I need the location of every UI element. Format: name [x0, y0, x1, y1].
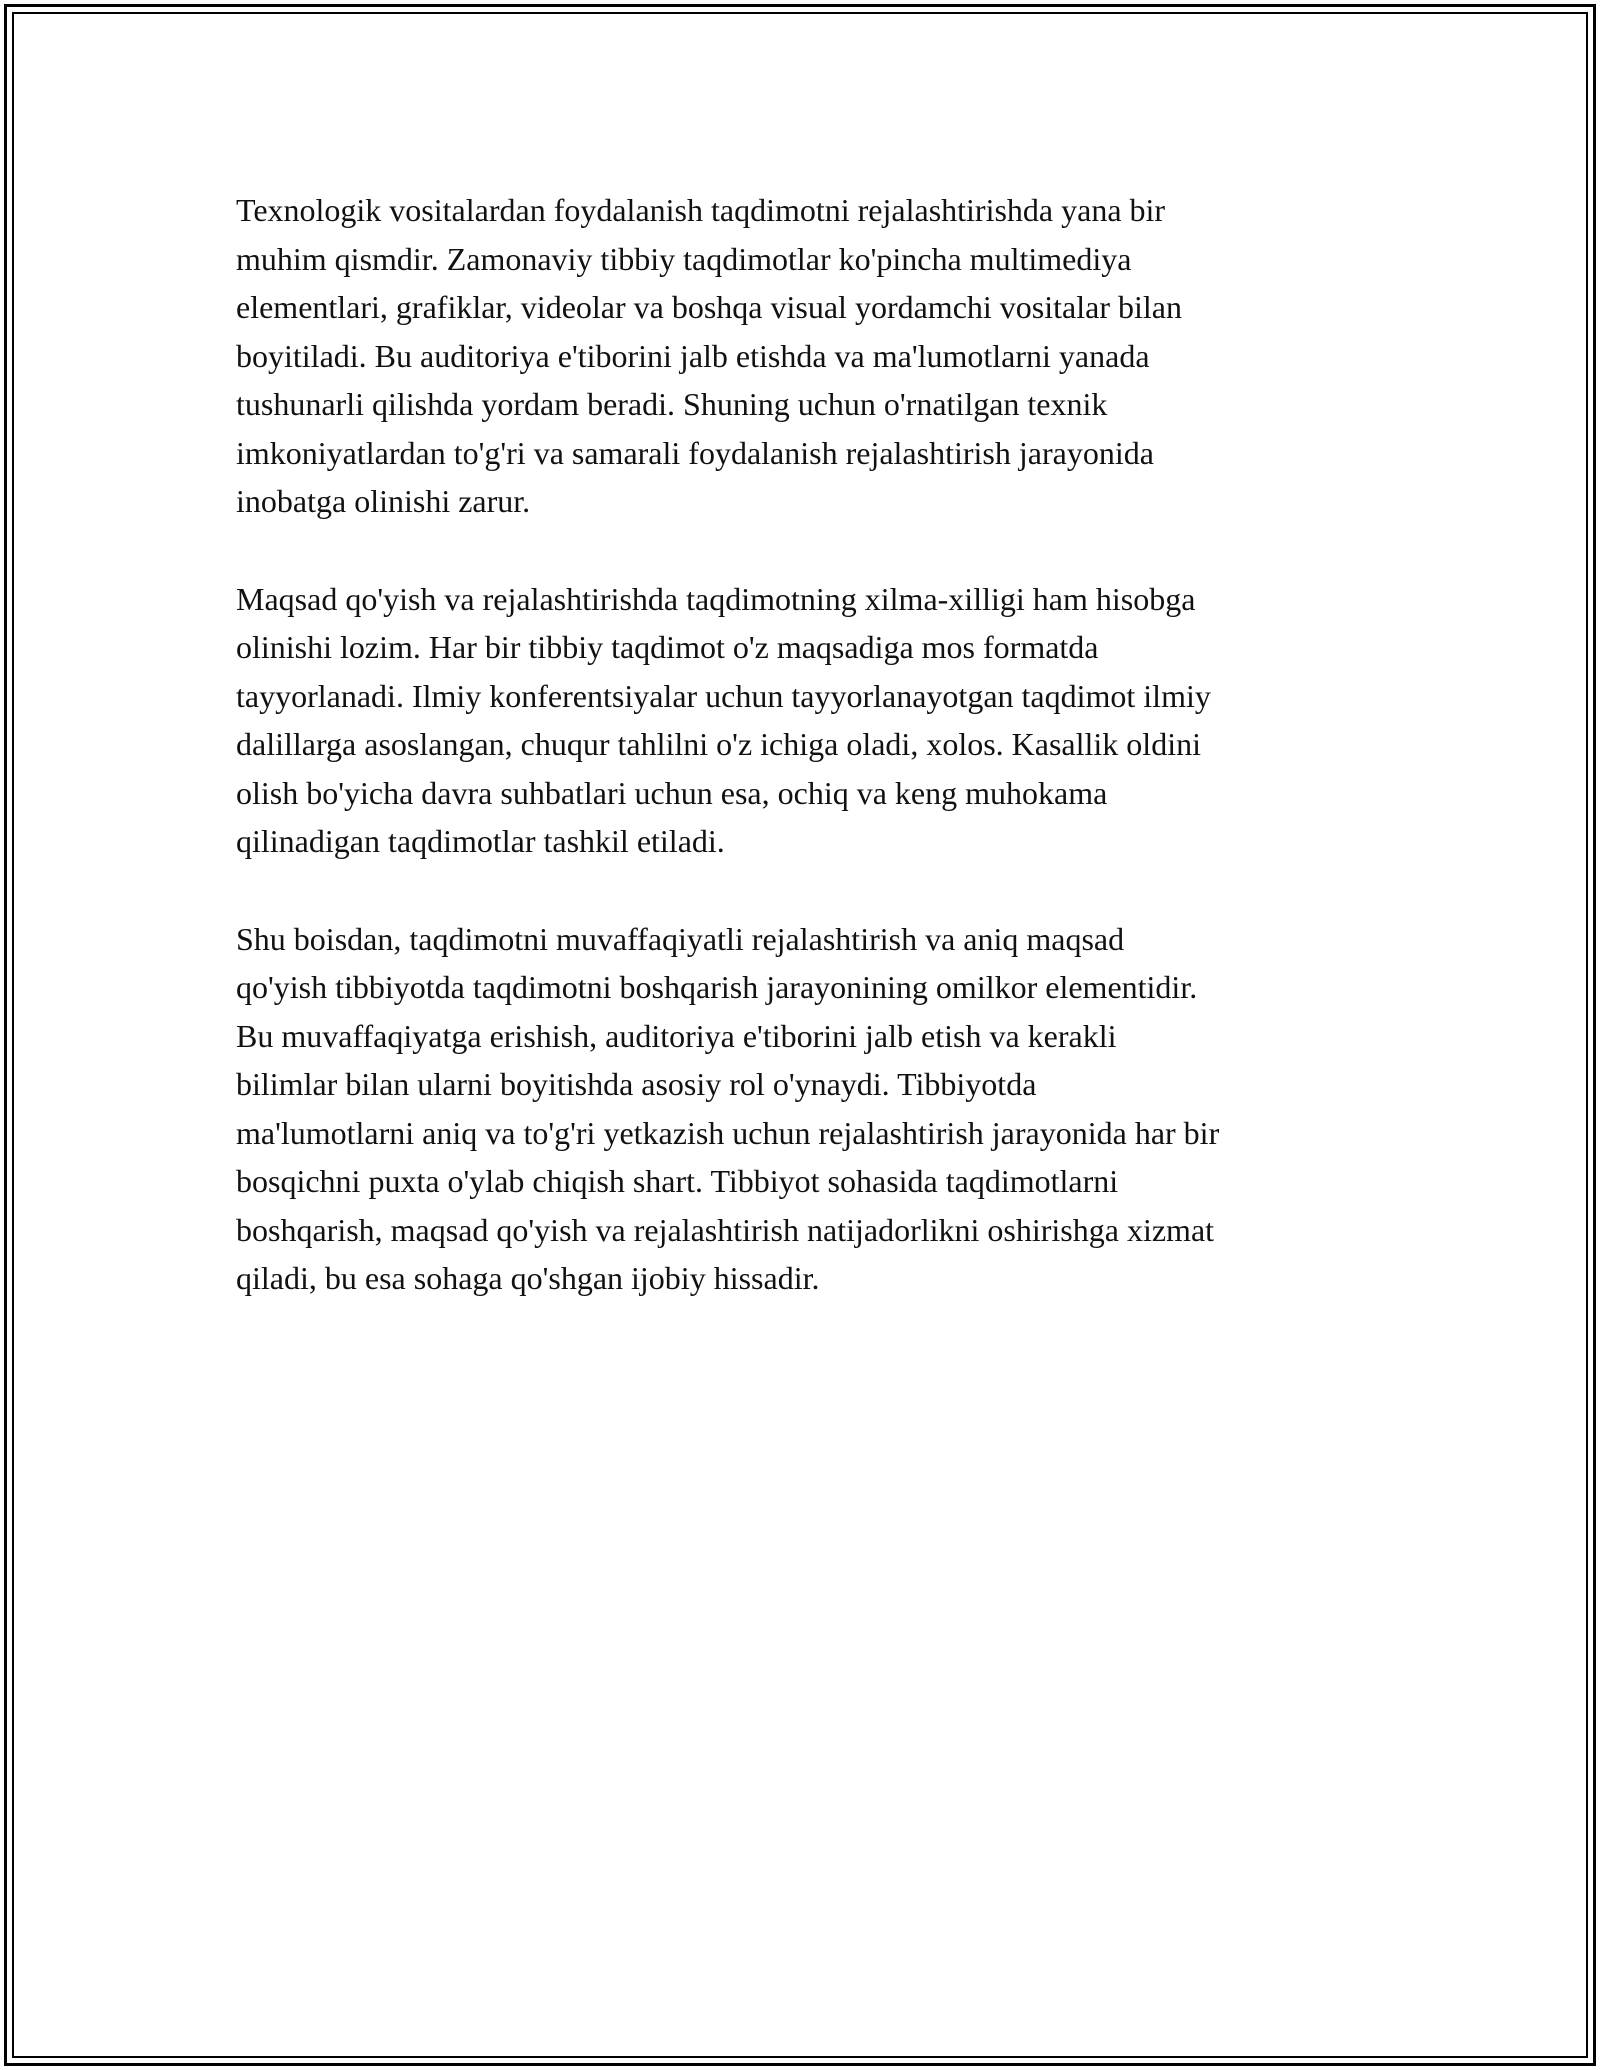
paragraph-1 — [236, 186, 1376, 526]
paragraph-3 — [236, 915, 1376, 1303]
paragraph-line: qo'yish tibbiyotda taqdimotni boshqarish jarayonining omilkor elementidir. — [236, 969, 1198, 1005]
paragraph-2 — [236, 575, 1376, 866]
paragraph-line: elementlari, grafiklar, videolar va boshqa visual yordamchi vositalar bilan — [236, 289, 1182, 325]
paragraph-line: bosqichni puxta o'ylab chiqish shart. Tibbiyot sohasida taqdimotlarni — [236, 1163, 1119, 1199]
paragraph-line: Maqsad qo'yish va rejalashtirishda taqdimotning xilma-xilligi ham hisobga — [236, 580, 1196, 617]
paragraph-line: ma'lumotlarni aniq va to'g'ri yetkazish uchun rejalashtirish jarayonida har bir — [236, 1114, 1220, 1151]
paragraph-line: bilimlar bilan ularni boyitishda asosiy rol o'ynaydi. Tibbiyotda — [236, 1066, 1037, 1102]
paragraph-line: boyitiladi. Bu auditoriya e'tiborini jalb etishda va ma'lumotlarni yanada — [236, 337, 1150, 374]
paragraph-line: tushunarli qilishda yordam beradi. Shuning uchun o'rnatilgan texnik — [236, 386, 1108, 422]
document-body — [236, 186, 1376, 1352]
paragraph-line: boshqarish, maqsad qo'yish va rejalashtirish natijadorlikni oshirishga xizmat — [236, 1211, 1215, 1248]
paragraph-line: imkoniyatlardan to'g'ri va samarali foydalanish rejalashtirish jarayonida — [236, 434, 1154, 471]
paragraph-line: tayyorlanadi. Ilmiy konferentsiyalar uchun tayyorlanayotgan taqdimot ilmiy — [236, 677, 1211, 714]
paragraph-line: dalillarga asoslangan, chuqur tahlilni o'z ichiga oladi, xolos. Kasallik oldini — [236, 726, 1201, 762]
paragraph-line: Bu muvaffaqiyatga erishish, auditoriya e'tiborini jalb etish va kerakli — [236, 1017, 1117, 1054]
paragraph-line: Shu boisdan, taqdimotni muvaffaqiyatli rejalashtirish va aniq maqsad — [236, 920, 1125, 957]
paragraph-line: Texnologik vositalardan foydalanish taqdimotni rejalashtirishda yana bir — [236, 192, 1166, 228]
paragraph-line: olish bo'yicha davra suhbatlari uchun esa, ochiq va keng muhokama — [236, 774, 1108, 811]
paragraph-line: qilinadigan taqdimotlar tashkil etiladi. — [236, 823, 725, 859]
paragraph-line: inobatga olinishi zarur. — [236, 483, 531, 519]
paragraph-line: qiladi, bu esa sohaga qo'shgan ijobiy hissadir. — [236, 1260, 820, 1296]
paragraph-line: muhim qismdir. Zamonaviy tibbiy taqdimotlar ko'pincha multimediya — [236, 240, 1132, 277]
paragraph-line: olinishi lozim. Har bir tibbiy taqdimot o'z maqsadiga mos formatda — [236, 629, 1099, 665]
